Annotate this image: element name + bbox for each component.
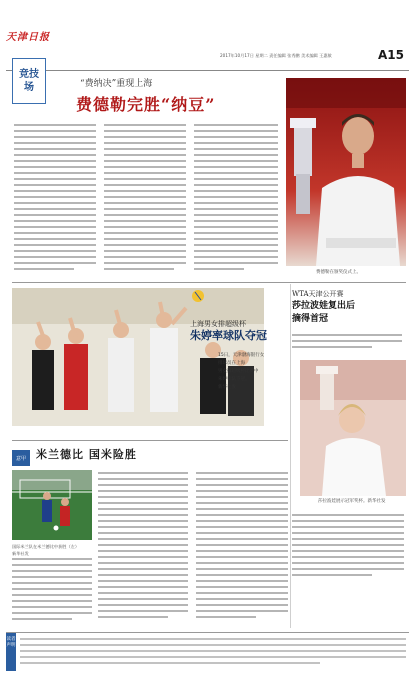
volleyball-caption <box>218 352 268 392</box>
football-photo-caption <box>12 543 79 557</box>
volleyball-caption-line: 15日，天津渤海银行女排球员在上海 <box>218 353 265 366</box>
football-section-tag: 意甲 <box>12 450 30 466</box>
section-label-line2: 场 <box>24 82 34 93</box>
section-label-box <box>12 58 46 104</box>
football-body-columns <box>98 470 290 628</box>
volleyball-caption-line: 新华社发 <box>218 385 236 390</box>
footer-rule <box>6 632 409 633</box>
footer-label: 读者声明 <box>6 633 16 671</box>
football-caption-line1: 国际米兰队在米兰德比中获胜（左） <box>12 544 80 549</box>
wta-kicker: WTA天津公开赛 <box>292 290 344 298</box>
federer-photo <box>286 78 406 266</box>
lead-kicker: “费纳决”重现上海 <box>80 79 153 89</box>
football-headline: 米兰德比 国米险胜 <box>36 448 137 461</box>
football-caption-line2: 新华社发 <box>12 551 29 556</box>
section-divider <box>12 440 288 441</box>
lead-body-text <box>12 120 280 280</box>
header-rule <box>6 70 409 71</box>
column-divider <box>290 284 291 628</box>
wta-lower-text <box>292 512 406 596</box>
page-number: A15 <box>378 48 404 62</box>
lead-body-lines <box>12 120 280 280</box>
footer-text <box>20 636 408 672</box>
sharapova-photo <box>300 360 406 496</box>
lead-headline: 费德勒完胜“纳豆” <box>76 95 216 114</box>
wta-headline-line1: 莎拉波娃复出后 <box>292 301 356 311</box>
volleyball-caption-line: 男女排超级杯比赛中 <box>218 369 259 374</box>
section-divider <box>12 282 406 283</box>
volleyball-headline: 朱婷率球队夺冠 <box>190 329 267 342</box>
football-photo <box>12 470 92 540</box>
sharapova-photo-caption: 莎拉波娃展示冠军奖杯。新华社发 <box>318 499 386 504</box>
volleyball-kicker: 上海男女排超级杯 <box>190 320 246 328</box>
wta-body-text <box>292 332 406 356</box>
federer-photo-caption: 费德勒在颁奖仪式上。 <box>316 270 361 275</box>
section-label-line1: 竞技 <box>19 69 39 80</box>
newspaper-logo: 天津日报 <box>6 32 50 43</box>
wta-headline-line2: 摘得首冠 <box>292 314 329 324</box>
page-info-line: 2017年10月17日 星期二 责任编辑 张秀鹏 美术编辑 王惠敏 <box>220 53 332 58</box>
volleyball-caption-line: 朱婷率队夺冠。 <box>218 377 250 382</box>
